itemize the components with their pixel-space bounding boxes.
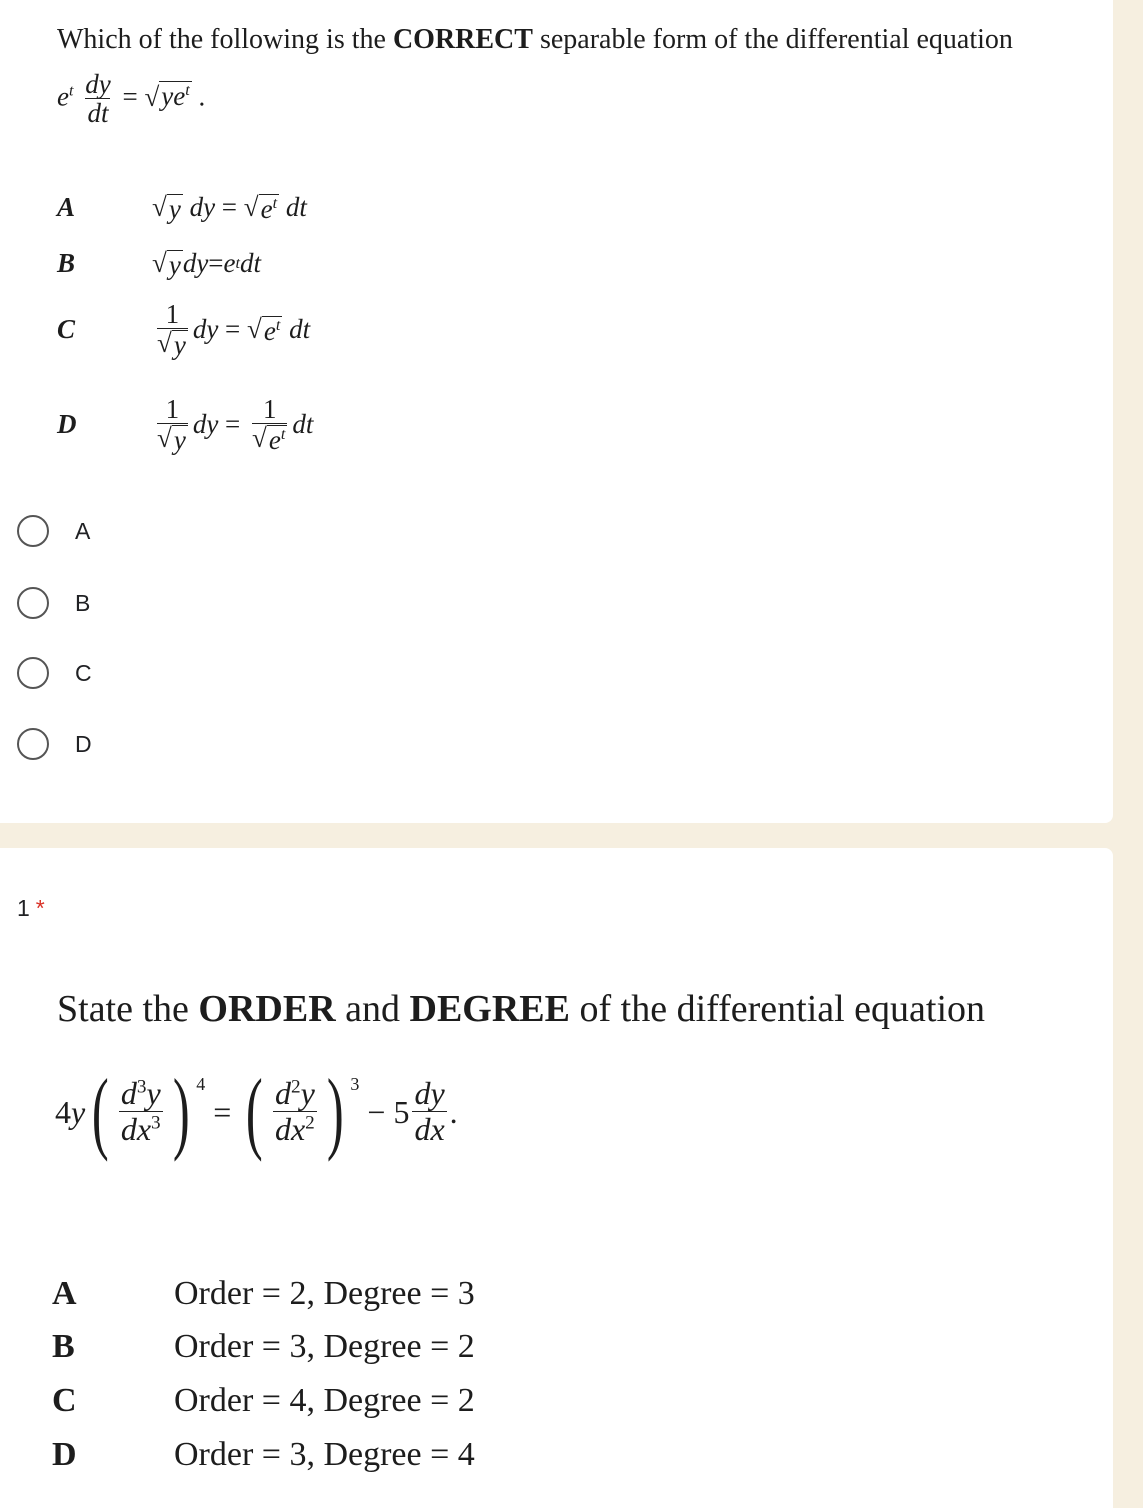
choice-c: C 1 √ y dy = √ $e^t$ dt [57, 299, 311, 360]
choice2-b: B Order = 3, Degree = 2 [52, 1328, 475, 1365]
question-number: 1 * [17, 895, 45, 921]
choice2-a: A Order = 2, Degree = 3 [52, 1275, 475, 1312]
radio-option-c[interactable]: C [17, 657, 92, 689]
required-asterisk: * [35, 895, 45, 921]
radio-option-b[interactable]: B [17, 587, 90, 619]
question-prompt: Which of the following is the CORRECT separable form of the differential equation [57, 24, 1013, 55]
radio-option-a[interactable]: A [17, 515, 90, 547]
choice2-c: C Order = 4, Degree = 2 [52, 1382, 475, 1419]
radio-option-d[interactable]: D [17, 728, 92, 760]
radio-button[interactable] [17, 587, 49, 619]
question-equation-2: 4 y ( $\frac{d^3y}{dx^3}$ ) $^4$ = ( $\frac{d^2y}{dx^2}$ ) $^3$ − 5 $\frac{dy}{dx}$ . [55, 1060, 458, 1162]
radio-button[interactable] [17, 657, 49, 689]
choice2-d: D Order = 3, Degree = 4 [52, 1436, 475, 1473]
choice-b: B √ y dy = e t dt [57, 248, 262, 280]
radio-button[interactable] [17, 515, 49, 547]
radio-button[interactable] [17, 728, 49, 760]
choice-a: A √ y dy = √ $e^t$ dt [57, 192, 307, 224]
question-prompt-2: State the ORDER and DEGREE of the differential equation [57, 988, 986, 1030]
question-equation: $e^t$ $\frac{dy}{dt}$ = √ $ye^t$ . [57, 69, 206, 129]
choice-d: D 1 √ y dy = 1 √ $e^t$ dt [57, 394, 314, 455]
